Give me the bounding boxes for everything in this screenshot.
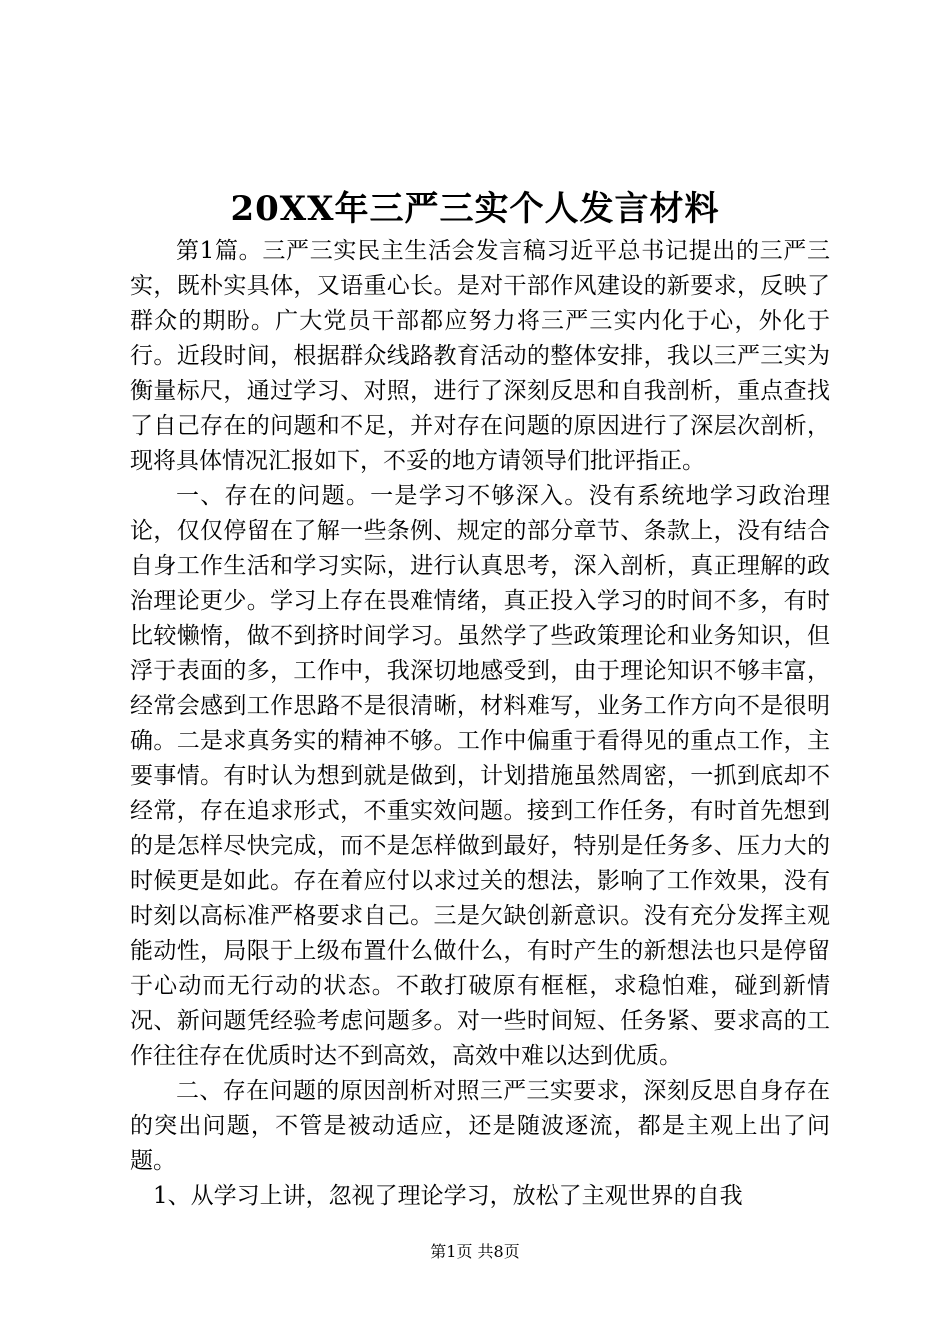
paragraph-intro: 第1篇。三严三实民主生活会发言稿习近平总书记提出的三严三实，既朴实具体，又语重心长。是对干部作风建设的新要求，反映了群众的期盼。广大党员干部都应努力将三严三实内化于心，外化于行。近段时间，根据群众线路教育活动的整体安排，我以三严三实为衡量标尺，通过学习、对照，进行了深刻反思和自我剖析，重点查找了自己存在的问题和不足，并对存在问题的原因进行了深层次剖析，现将具体情况汇报如下，不妥的地方请领导们批评指正。 bbox=[130, 238, 830, 474]
paragraph-causes: 二、存在问题的原因剖析对照三严三实要求，深刻反思自身存在的突出问题，不管是被动适应，还是随波逐流，都是主观上出了问题。 bbox=[130, 1078, 830, 1174]
page-footer: 第1页 共8页 bbox=[430, 1242, 520, 1261]
paragraph-problems: 一、存在的问题。一是学习不够深入。没有系统地学习政治理论，仅仅停留在了解一些条例、规定的部分章节、条款上，没有结合自身工作生活和学习实际，进行认真思考，深入剖析，真正理解的政治理论更少。学习上存在畏难情绪，真正投入学习的时间不多，有时比较懒惰，做不到挤时间学习。虽然学了些政策理论和业务知识，但浮于表面的多，工作中，我深切地感受到，由于理论知识不够丰富，经常会感到工作思路不是很清晰，材料难写，业务工作方向不是很明确。二是求真务实的精神不够。工作中偏重于看得见的重点工作，主要事情。有时认为想到就是做到，计划措施虽然周密，一抓到底却不经常，存在追求形式，不重实效问题。接到工作任务，有时首先想到的是怎样尽快完成，而不是怎样做到最好，特别是任务多、压力大的时候更是如此。存在着应付以求过关的想法，影响了工作效果，没有时刻以高标准严格要求自己。三是欠缺创新意识。没有充分发挥主观能动性，局限于上级布置什么做什么，有时产生的新想法也只是停留于心动而无行动的状态。不敢打破原有框框，求稳怕难，碰到新情况、新问题凭经验考虑问题多。对一些时间短、任务紧、要求高的工作往往存在优质时达不到高效，高效中难以达到优质。 bbox=[130, 483, 830, 1069]
document-body bbox=[130, 234, 830, 1214]
paragraph-study: 1、从学习上讲，忽视了理论学习，放松了主观世界的自我 bbox=[153, 1183, 743, 1209]
document-title: 20XX年三严三实个人发言材料 bbox=[230, 189, 720, 229]
